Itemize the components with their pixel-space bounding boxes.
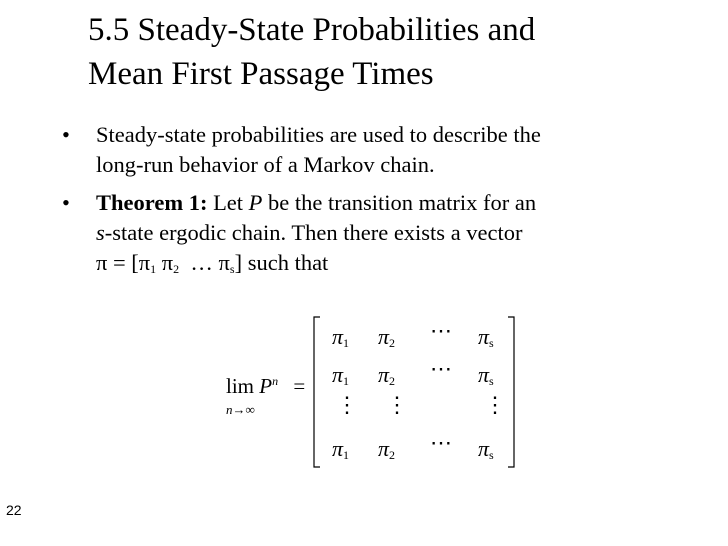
matrix-cell: ⋯ — [430, 318, 452, 343]
matrix-cell: ⋮ — [484, 392, 506, 417]
matrix-cell: ⋮ — [336, 392, 358, 417]
theorem-label: Theorem 1: — [96, 190, 208, 215]
right-bracket — [508, 317, 514, 467]
state-count-symbol: s — [96, 220, 105, 245]
matrix-symbol: P — [248, 190, 263, 215]
bullet-list — [58, 120, 698, 286]
subscript: s — [229, 262, 235, 276]
vector-text: … π — [179, 250, 230, 275]
left-bracket — [314, 317, 320, 467]
matrix-cell: $\pi_s$ — [478, 436, 494, 462]
bullet-text-line: Steady-state probabilities are used to describe the — [96, 122, 541, 147]
equals-sign: = — [293, 374, 306, 398]
vector-text: π — [156, 250, 174, 275]
vector-text: π = [π — [96, 250, 151, 275]
subscript: 2 — [173, 262, 180, 276]
matrix-cell: $\pi_2$ — [378, 324, 396, 350]
slide-title-line-2: Mean First Passage Times — [88, 56, 434, 92]
subscript: 1 — [150, 262, 157, 276]
power-superscript: n — [272, 374, 279, 388]
matrix-cell: $\pi_2$ — [378, 362, 396, 388]
bullet-text-line: long-run behavior of a Markov chain. — [96, 152, 435, 177]
slide-title — [88, 8, 708, 96]
matrix-cell: $\pi_1$ — [332, 436, 350, 462]
limit-equation — [226, 312, 526, 472]
bullet-marker: • — [62, 190, 70, 215]
matrix-cell: ⋯ — [430, 430, 452, 455]
vector-text: ] such that — [234, 250, 329, 275]
bullet-item-theorem — [58, 188, 698, 278]
matrix-cell: ⋯ — [430, 356, 452, 381]
theorem-text: -state ergodic chain. Then there exists a vector — [104, 220, 523, 245]
matrix-cell: $\pi_1$ — [332, 362, 350, 388]
theorem-line-3 — [96, 248, 698, 278]
lim-operator: lim — [226, 374, 255, 398]
slide-title-line-1: 5.5 Steady-State Probabilities and — [88, 12, 536, 48]
theorem-text: be the transition matrix for an — [262, 190, 537, 215]
theorem-line-2 — [96, 218, 698, 248]
bullet-item-steady-state — [58, 120, 698, 180]
bullet-marker: • — [62, 122, 70, 147]
matrix-symbol: P — [259, 374, 273, 398]
matrix-cell: $\pi_2$ — [378, 436, 396, 462]
matrix-cell: $\pi_s$ — [478, 362, 494, 388]
matrix-cell: ⋮ — [386, 392, 408, 417]
slide-number: 22 — [6, 502, 22, 518]
theorem-text: Let — [207, 190, 249, 215]
theorem-line-1 — [96, 188, 698, 218]
matrix-cell: $\pi_s$ — [478, 324, 494, 350]
matrix-cell: $\pi_1$ — [332, 324, 350, 350]
limit-subscript: n→∞ — [226, 402, 255, 417]
